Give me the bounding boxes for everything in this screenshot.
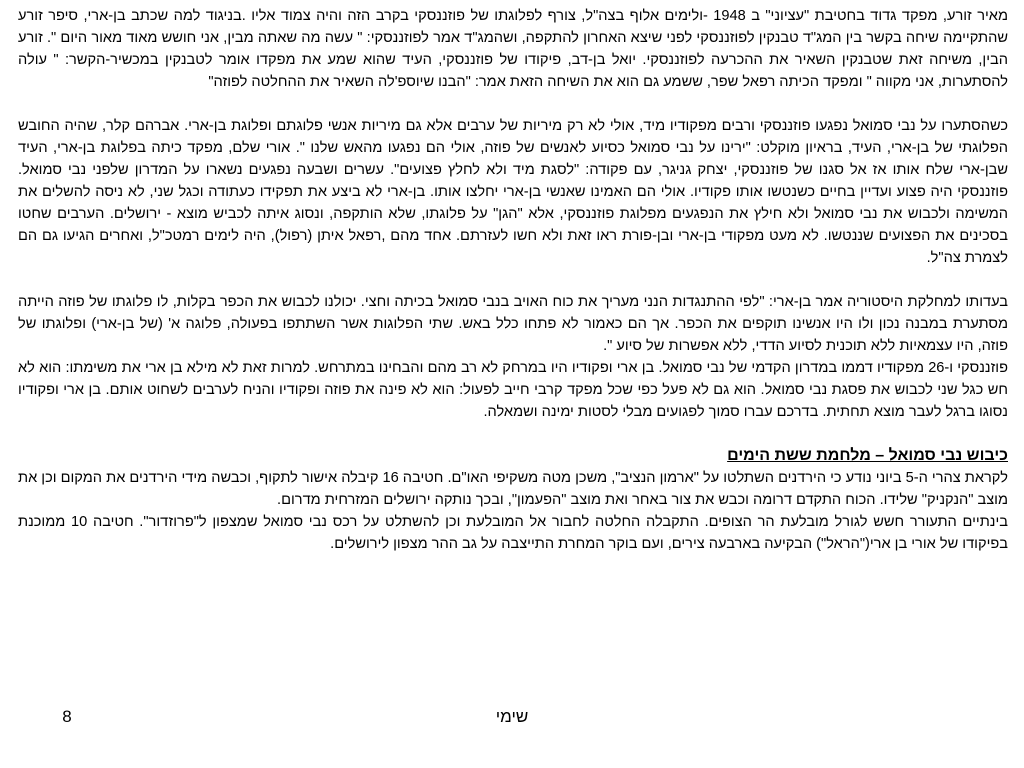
section-title: כיבוש נבי סמואל – מלחמת ששת הימים <box>727 447 1008 464</box>
paragraph-slope: פוזננסקי ו-26 מפקודיו דממו במדרון הקדמי של נבי סמואל. בן ארי ופקודיו היו במרחק לא רב מהם והבחינו במתרחש. למרות זאת לא מילא בן ארי את משימתו: הוא לא חש כגל שני לכבוש את פסגת נבי סמואל. הוא גם לא פעל כפי שכל מפקד קרבי חייב לפעול: הוא לא פינה את פוזה ופקודיו והניח לערבים לשחוט אותם. בן ארי ופקודיו נסוגו ברגל לעבר מוצא תחתית. בדרכם עברו סמוך לפגועים מבלי לסטות ימינה ושמאלה. <box>18 360 1008 420</box>
paragraph-zorea-testimony: מאיר זורע, מפקד גדוד בחטיבת "עציוני" ב 1948 -ולימים אלוף בצה"ל, צורף לפלוגתו של פוזננסקי בקרב הזה והיה צמוד אליו .בניגוד למה שכתב בן-ארי, סיפר זורע שהתקיימה שיחה בקשר בין המג"ד טבנקין לפוזננסקי לפני שיצא האחרון להתקפה, ושהמג"ד אמר לפוזננסקי: " עשה מה שאתה מבין, אני חושש מאוד מאור היום ". זורע הבין, משיחה זאת שטבנקין השאיר את ההכרעה לפוזננסקי. יואל בן-דב, פיקודו של פוזננסקי, העיד שהוא שמע את מפקדו אומר לטבנקין במכשיר-הקשר: " עולה להסתערות, אני מקווה " ומפקד הכיתה רפאל שפר, ששמע גם הוא את השיחה הזאת אמר: "הבנו שיוספ'לה השאיר את ההחלטה לפוזה" <box>18 8 1008 90</box>
document-body <box>18 5 1008 555</box>
footer-author: שימי <box>495 707 529 726</box>
paragraph-ben-ari-testimony: בעדותו למחלקת היסטוריה אמר בן-ארי: "לפי ההתנגדות הנני מעריך את כוח האויב בנבי סמואל בכיתה וחצי. יכולנו לכבוש את הכפר בקלות, לו פלוגתו של פוזה הייתה מסתערת במבנה נכון ולו היו אנשינו תוקפים את הכפר. אך הם כאמור לא פתחו כלל באש. שתי הפלוגות אשר השתתפו בפעולה, פלוגה א' (של בן-ארי) ופלוגתו של פוזה, היו עצמאיות ללא תוכנית לסיוע הדדי, ללא אפשרות של סיוע ". <box>18 294 1008 354</box>
paragraph-mount-scopus: בינתיים התעורר חשש לגורל מובלעת הר הצופים. התקבלה החלטה לחבור אל המובלעת וכן להשתלט על רכס נבי סמואל שמצפון ל"פרוזדור". חטיבה 10 ממוכנת בפיקודו של אורי בן ארי("הראל") הבקיעה בארבעה צירים, ועם בוקר המחרת התייצבה על גב ההר מצפון לירושלים. <box>18 514 1008 552</box>
paragraph-assault: כשהסתערו על נבי סמואל נפגעו פוזננסקי ורבים מפקודיו מיד, אולי לא רק מיריות של ערבים אלא גם מיריות אנשי פלוגתם ופלוגת בן-ארי. אברהם קלר, שהיה החובש הפלוגתי של בן-ארי, העיד, בראיון מוקלט: "ירינו על נבי סמואל כסיוע לאנשים של פוזה, אולי הם נפגעו מהאש שלנו ". אורי שלם, מפקד כיתה בפלוגת בן-ארי, העיד שבן-ארי שלח אותו אז אל סגנו של פוזננסקי, יצחק גניגר, עם פקודה: "לסגת מיד ולא לחלץ פצועים". עשרים ושבעה נפגעים נשארו על המדרון שלפני נבי סמואל. פוזננסקי היה פצוע ועדיין בחיים כשנטשו אותו פקודיו. אולי הם האמינו שאנשי בן-ארי יחלצו אותו. בן-ארי לא ביצע את תפקידו כעתודה וכגל שני, לא ניסה להשלים את המשימה ולכבוש את נבי סמואל ולא חילץ את הנפגעים מפלוגת פוזננסקי, אלא "הגן" על פלוגתו, שלא הותקפה, ונסוג איתה לכביש מוצא - ירושלים. הערבים שחטו בסכינים את הפצועים שננטשו. לא מעט מפקודי בן-ארי ובן-פורת ראו זאת ולא חשו לעזרתם. אחד מהם ,רפאל איתן (רפול), היה לימים רמטכ"ל, ואחרים הגיעו גם הם לצמרת צה"ל. <box>18 118 1008 266</box>
page-number: 8 <box>62 707 72 726</box>
paragraph-june-5: לקראת צהרי ה-5 ביוני נודע כי הירדנים השתלטו על "ארמון הנציב", משכן מטה משקיפי האו"ם. חטיבה 16 קיבלה אישור לתקוף, וכבשה מידי הירדנים את המקום וכן את מוצב "הנקניק" שלידו. הכוח התקדם דרומה וכבש את צור באחר ואת מוצב "הפעמון", ובכך נותקה ירושלים המזרחית מדרום. <box>18 470 1008 508</box>
